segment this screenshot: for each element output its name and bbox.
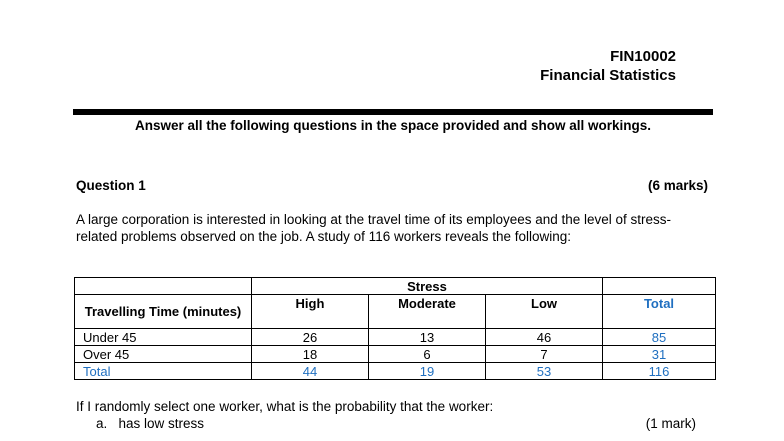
table-cell-total: 116 <box>603 363 716 380</box>
part-a-marks: (1 mark) <box>645 416 696 431</box>
row-header-travel-time: Travelling Time (minutes) <box>75 295 252 329</box>
part-a <box>96 416 204 431</box>
table-cell-total: 44 <box>252 363 369 380</box>
row-label-total: Total <box>75 363 252 380</box>
exam-instructions: Answer all the following questions in the space provided and show all workings. <box>134 118 652 133</box>
table-header-row-2 <box>75 295 716 329</box>
table-cell: 13 <box>369 329 486 346</box>
table-row <box>75 346 716 363</box>
table-cell-total: 85 <box>603 329 716 346</box>
column-header-total: Total <box>603 295 716 329</box>
stress-group-header: Stress <box>252 278 603 295</box>
sub-question-prompt: If I randomly select one worker, what is the probability that the worker: <box>76 399 494 414</box>
column-header: High <box>252 295 369 329</box>
column-header: Moderate <box>369 295 486 329</box>
table-cell: 18 <box>252 346 369 363</box>
course-name: Financial Statistics <box>540 67 676 84</box>
table-row-total <box>75 363 716 380</box>
stress-table <box>74 277 716 380</box>
table-empty-cell <box>603 278 716 295</box>
part-a-label: a. <box>96 416 108 431</box>
table-cell-total: 31 <box>603 346 716 363</box>
table-header-row-1 <box>75 278 716 295</box>
column-header: Low <box>486 295 603 329</box>
table-cell: 6 <box>369 346 486 363</box>
question-text: A large corporation is interested in looking at the travel time of its employees and the level of stress-related problems observed on the job. A study of 116 workers reveals the following: <box>76 212 672 244</box>
part-a-text: has low stress <box>118 416 205 431</box>
table-cell-total: 19 <box>369 363 486 380</box>
table-cell-total: 53 <box>486 363 603 380</box>
header-divider <box>73 109 713 115</box>
table-cell: 7 <box>486 346 603 363</box>
table-corner-cell <box>75 278 252 295</box>
question-title: Question 1 <box>76 178 146 193</box>
course-code: FIN10002 <box>610 48 676 65</box>
row-label: Over 45 <box>75 346 252 363</box>
table-row <box>75 329 716 346</box>
table-cell: 46 <box>486 329 603 346</box>
table-cell: 26 <box>252 329 369 346</box>
row-label: Under 45 <box>75 329 252 346</box>
question-marks: (6 marks) <box>647 178 708 193</box>
